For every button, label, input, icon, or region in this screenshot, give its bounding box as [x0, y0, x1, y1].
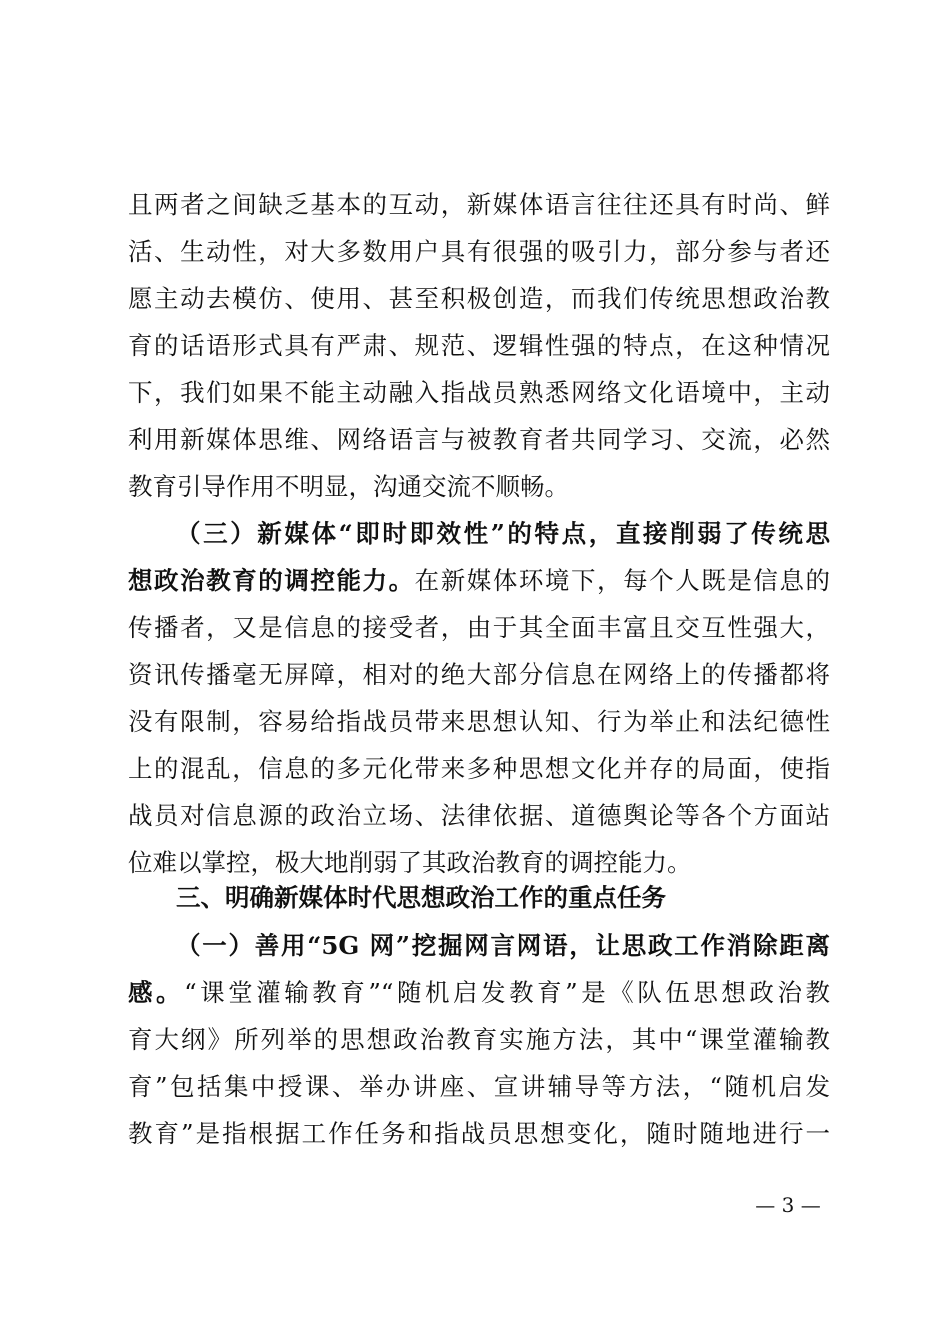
body-line: 没有限制，容易给指战员带来思想认知、行为举止和法纪德性: [128, 707, 830, 736]
body-line: 且两者之间缺乏基本的互动，新媒体语言往往还具有时尚、鲜: [128, 190, 830, 219]
section-three-text-start: 在新媒体环境下，每个人既是信息的: [414, 566, 830, 595]
body-line: 教育”是指根据工作任务和指战员思想变化，随时随地进行一: [128, 1119, 830, 1148]
page-number: — 3 —: [755, 1193, 821, 1217]
subsection-one-title-continued: [128, 973, 830, 1013]
body-line: 愿主动去模仿、使用、甚至积极创造，而我们传统思想政治教: [128, 284, 830, 313]
body-line: 教育引导作用不明显，沟通交流不顺畅。: [128, 472, 569, 501]
subsection-one-title-end: 感。: [128, 978, 185, 1007]
section-three-title: （三）新媒体“即时即效性”的特点，直接削弱了传统思: [176, 519, 830, 548]
body-line: 上的混乱，信息的多元化带来多种思想文化并存的局面，使指: [128, 754, 830, 783]
body-line: 育”包括集中授课、举办讲座、宣讲辅导等方法，“随机启发: [128, 1072, 830, 1101]
subsection-one-text-start: “课堂灌输教育”“随机启发教育”是《队伍思想政治教: [184, 978, 830, 1007]
body-line: 下，我们如果不能主动融入指战员熟悉网络文化语境中，主动: [128, 378, 830, 407]
section-three-title-end: 想政治教育的调控能力。: [128, 566, 415, 595]
body-line: 利用新媒体思维、网络语言与被教育者共同学习、交流，必然: [128, 425, 830, 454]
body-line: 资讯传播毫无屏障，相对的绝大部分信息在网络上的传播都将: [128, 660, 830, 689]
body-line: 育大纲》所列举的思想政治教育实施方法，其中“课堂灌输教: [128, 1025, 830, 1054]
main-heading: 三、明确新媒体时代思想政治工作的重点任务: [176, 883, 666, 912]
body-line: 位难以掌控，极大地削弱了其政治教育的调控能力。: [128, 848, 692, 877]
subsection-one-title: （一）善用“5G 网”挖掘网言网语，让思政工作消除距离: [176, 931, 830, 960]
body-line: 传播者，又是信息的接受者，由于其全面丰富且交互性强大，: [128, 613, 830, 642]
body-line: 育的话语形式具有严肃、规范、逻辑性强的特点，在这种情况: [128, 331, 830, 360]
section-three-title-continued: [128, 561, 830, 601]
body-line: 活、生动性，对大多数用户具有很强的吸引力，部分参与者还: [128, 237, 830, 266]
body-line: 战员对信息源的政治立场、法律依据、道德舆论等各个方面站: [128, 801, 830, 830]
